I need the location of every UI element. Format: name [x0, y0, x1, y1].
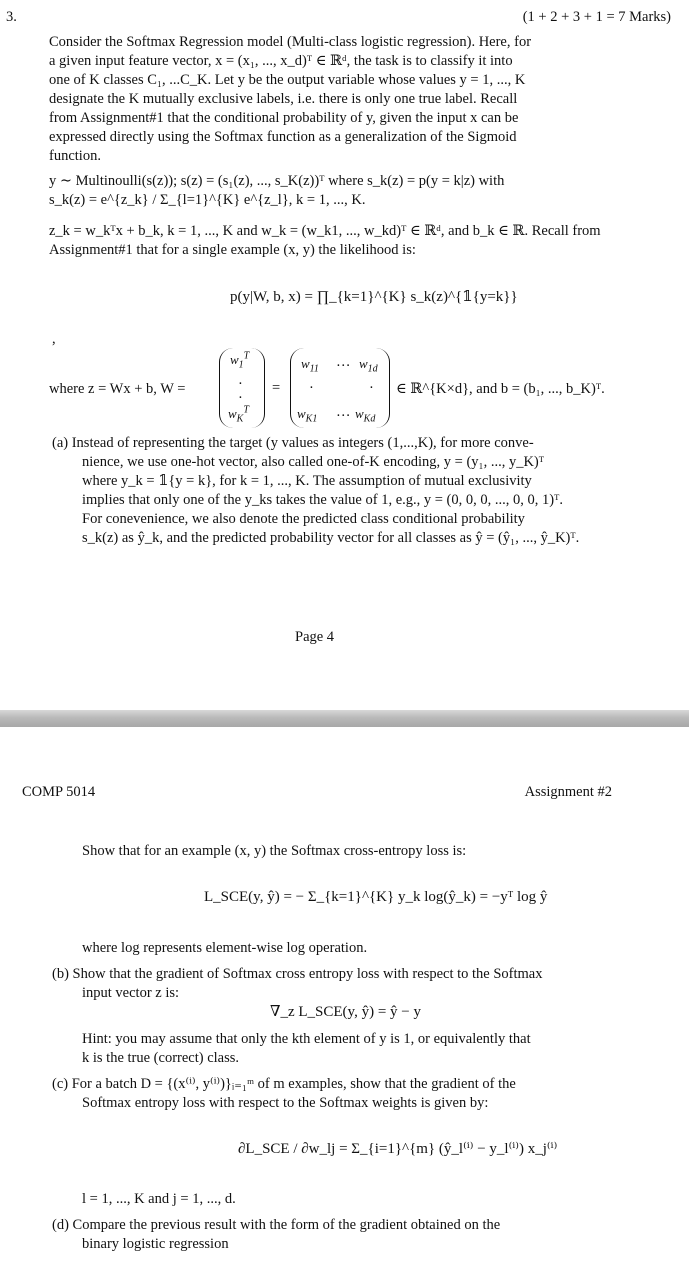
- equals-sign: =: [272, 380, 281, 396]
- show-line: Show that for an example (x, y) the Softmax cross-entropy loss is:: [82, 843, 467, 859]
- part-c-line: Softmax entropy loss with respect to the Softmax weights is given by:: [82, 1095, 489, 1111]
- where-z-line: where z = Wx + b, W =: [49, 381, 186, 397]
- intro-line: one of K classes C₁, ...C_K. Let y be the output variable whose values y = 1, ..., K: [49, 72, 526, 88]
- intro-line: expressed directly using the Softmax function as a generalization of the Sigmoid: [49, 129, 517, 145]
- part-c-line: (c) For a batch D = {(x⁽ⁱ⁾, y⁽ⁱ⁾)}ᵢ₌₁ᵐ of m examples, show that the gradient of the: [52, 1076, 516, 1092]
- batch-gradient-equation: ∂L_SCE / ∂w_lj = Σ_{i=1}^{m} (ŷ_l⁽ⁱ⁾ − y_l⁽ⁱ⁾) x_j⁽ⁱ⁾: [238, 1141, 558, 1157]
- index-range-line: l = 1, ..., K and j = 1, ..., d.: [82, 1191, 236, 1207]
- part-a-line: For conevenience, we also denote the predicted class conditional probability: [82, 511, 525, 527]
- softmax-definition-line: y ∼ Multinoulli(s(z)); s(z) = (s₁(z), ..., s_K(z))ᵀ where s_k(z) = p(y = k|z) with: [49, 173, 505, 189]
- where-log-line: where log represents element-wise log operation.: [82, 940, 368, 956]
- intro-line: a given input feature vector, x = (x₁, ..., x_d)ᵀ ∈ ℝᵈ, the task is to classify it into: [49, 53, 513, 69]
- part-a-line: (a) Instead of representing the target (y values as integers (1,...,K), for more conve-: [52, 435, 534, 451]
- intro-line: Consider the Softmax Regression model (Multi-class logistic regression). Here, for: [49, 34, 532, 50]
- z-definition-line: z_k = w_kᵀx + b_k, k = 1, ..., K and w_k = (w_k1, ..., w_kd)ᵀ ∈ ℝᵈ, and b_k ∈ ℝ. Recall from: [49, 223, 601, 239]
- matrix-suffix: ∈ ℝ^{K×d}, and b = (b₁, ..., b_K)ᵀ.: [396, 381, 605, 397]
- part-a-line: implies that only one of the y_ks takes the value of 1, e.g., y = (0, 0, 0, ..., 0, 0, 1)ᵀ.: [82, 492, 563, 508]
- w-column-matrix: $w_1^T$ · · $w_K^T$: [219, 348, 265, 428]
- intro-line: function.: [49, 148, 101, 164]
- part-b-line: input vector z is:: [82, 985, 180, 1001]
- course-header: COMP 5014: [22, 784, 96, 800]
- part-a-line: nience, we use one-hot vector, also called one-of-K encoding, y = (y₁, ..., y_K)ᵀ: [82, 454, 545, 470]
- question-number: 3.: [6, 9, 17, 25]
- comma: ,: [52, 331, 56, 347]
- part-a-line: where y_k = 𝟙{y = k}, for k = 1, ..., K. The assumption of mutual exclusivity: [82, 473, 532, 489]
- part-a-line: s_k(z) as ŷ_k, and the predicted probability vector for all classes as ŷ = (ŷ₁, ..., ŷ_K)ᵀ.: [82, 530, 580, 546]
- assignment-header: Assignment #2: [524, 784, 612, 800]
- intro-line: from Assignment#1 that the conditional probability of y, given the input x can be: [49, 110, 519, 126]
- softmax-formula-line: s_k(z) = e^{z_k} / Σ_{l=1}^{K} e^{z_l}, k = 1, ..., K.: [49, 192, 366, 208]
- page-separator: [0, 710, 689, 727]
- part-d-line: (d) Compare the previous result with the form of the gradient obtained on the: [52, 1217, 501, 1233]
- hint-line: k is the true (correct) class.: [82, 1050, 240, 1066]
- loss-equation: L_SCE(y, ŷ) = − Σ_{k=1}^{K} y_k log(ŷ_k) = −yᵀ log ŷ: [204, 889, 548, 905]
- gradient-equation: ∇_z L_SCE(y, ŷ) = ŷ − y: [270, 1004, 421, 1020]
- part-b-line: (b) Show that the gradient of Softmax cross entropy loss with respect to the Softmax: [52, 966, 543, 982]
- z-definition-line-2: Assignment#1 that for a single example (x, y) the likelihood is:: [49, 242, 416, 258]
- part-d-line: binary logistic regression: [82, 1236, 229, 1252]
- intro-line: designate the K mutually exclusive labels, i.e. there is only one true label. Recall: [49, 91, 518, 107]
- page-number: Page 4: [295, 629, 335, 645]
- w-entries-matrix: $w_{11}$ … $w_{1d}$ · · $w_{K1}$ … $w_{Kd}$: [290, 348, 390, 428]
- hint-line: Hint: you may assume that only the kth element of y is 1, or equivalently that: [82, 1031, 531, 1047]
- marks-label: (1 + 2 + 3 + 1 = 7 Marks): [522, 9, 671, 25]
- likelihood-equation: p(y|W, b, x) = ∏_{k=1}^{K} s_k(z)^{𝟙{y=k}}: [230, 289, 518, 305]
